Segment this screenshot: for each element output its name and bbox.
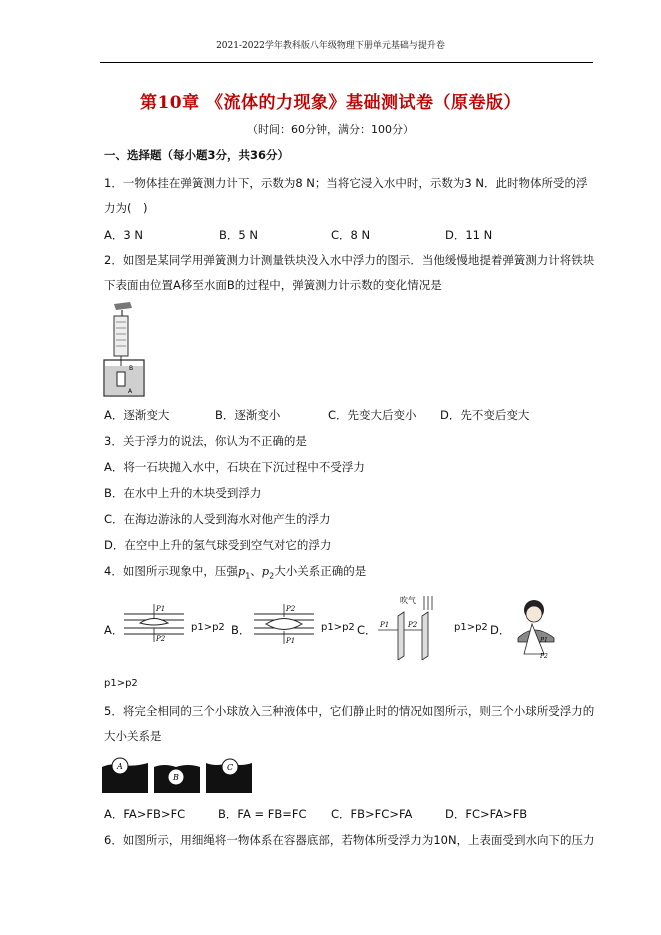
- section-heading: 一、选择题（每小题3分，共36分）: [104, 148, 290, 162]
- q2-option-a: A．逐渐变大: [104, 408, 170, 422]
- fig-d-p1: P1: [540, 637, 548, 644]
- p2-subscript: 2: [269, 571, 275, 581]
- question-4-line-1: [104, 563, 366, 584]
- fig-a-p2: P2: [156, 635, 166, 643]
- p1-subscript: 1: [245, 571, 251, 581]
- exam-info: （时间：60分钟，满分：100分）: [247, 123, 414, 136]
- q4-option-c-label: C．: [357, 623, 377, 637]
- q4-figure-c: [372, 594, 452, 660]
- page-title: 第10章 《流体的力现象》基础测试卷（原卷版）: [139, 93, 522, 113]
- q5-option-a: A．FA>FB>FC: [104, 807, 186, 821]
- q4-option-d-relation: p1>p2: [104, 678, 138, 689]
- ball-b-label: B: [173, 773, 179, 782]
- fig-c-blow-label: 吹气: [400, 596, 416, 605]
- q3-option-c: C．在海边游泳的人受到海水对他产生的浮力: [104, 512, 331, 526]
- three-liquids-figure: [100, 755, 254, 795]
- q4-option-b-label: B．: [231, 623, 251, 637]
- p1-symbol: p: [237, 564, 246, 578]
- ball-c-label: C: [227, 763, 234, 772]
- question-1-line-2: 力为( ): [104, 201, 148, 215]
- q4-option-c-relation: p1>p2: [454, 622, 488, 633]
- q2-option-b: B．逐渐变小: [215, 408, 281, 422]
- fig-d-p2: P2: [540, 653, 548, 660]
- p2-symbol: p: [261, 564, 270, 578]
- question-3-line-1: 3．关于浮力的说法，你认为不正确的是: [104, 434, 307, 448]
- q1-option-c: C．8 N: [331, 228, 371, 242]
- q4-option-a-label: A．: [104, 623, 124, 637]
- q1-option-a: A．3 N: [104, 228, 143, 242]
- fig-b-p1: P1: [286, 637, 296, 645]
- q5-option-d: D．FC>FA>FB: [445, 807, 528, 821]
- q3-option-b: B．在水中上升的木块受到浮力: [104, 486, 262, 500]
- question-1-line-1: 1．一物体挂在弹簧测力计下，示数为8 N；当将它浸入水中时，示数为3 N．此时物体所受的浮: [104, 176, 588, 190]
- fig-b-p2: P2: [286, 605, 296, 613]
- q4-separator: 、: [250, 564, 262, 578]
- q4-text-b: 大小关系正确的是: [274, 564, 367, 578]
- question-5-line-2: 大小关系是: [104, 729, 162, 743]
- question-2-line-1: 2．如图是某同学用弹簧测力计测量铁块没入水中浮力的图示．当他缓慢地提着弹簧测力计将铁块: [104, 253, 595, 267]
- ball-a-label: A: [117, 762, 123, 771]
- q5-option-c: C．FB>FC>FA: [331, 807, 413, 821]
- q4-option-a-relation: p1>p2: [191, 622, 225, 633]
- q4-figure-b: [252, 601, 318, 647]
- q2-option-d: D．先不变后变大: [440, 408, 530, 422]
- q4-option-b-relation: p1>p2: [321, 622, 355, 633]
- running-header: 2021-2022学年教科版八年级物理下册单元基础与提升卷: [216, 41, 445, 51]
- question-6-line-1: 6．如图所示，用细绳将一物体系在容器底部，若物体所受浮力为10N，上表面受到水向下的压力: [104, 833, 595, 847]
- q3-option-d: D．在空中上升的氢气球受到空气对它的浮力: [104, 538, 332, 552]
- q5-option-b: B．FA = FB=FC: [218, 807, 307, 821]
- question-2-line-2: 下表面由位置A移至水面B的过程中，弹簧测力计示数的变化情况是: [104, 278, 442, 292]
- fig-c-p2: P2: [408, 621, 418, 629]
- fig-label-a: A: [128, 388, 133, 395]
- q4-option-d-label: D．: [490, 623, 511, 637]
- q4-figure-d: [510, 596, 566, 662]
- fig-label-b: B: [129, 365, 134, 372]
- q1-option-d: D．11 N: [445, 228, 493, 242]
- q3-option-a: A．将一石块抛入水中，石块在下沉过程中不受浮力: [104, 460, 365, 474]
- fig-a-p1: P1: [156, 605, 166, 613]
- fig-c-p1: P1: [380, 621, 390, 629]
- spring-scale-figure: [100, 300, 152, 398]
- q4-text-a: 4．如图所示现象中，压强: [104, 564, 238, 578]
- q4-figure-a: [122, 601, 188, 647]
- header-rule: [100, 62, 593, 63]
- question-5-line-1: 5．将完全相同的三个小球放入三种液体中，它们静止时的情况如图所示，则三个小球所受浮力的: [104, 704, 595, 718]
- q1-option-b: B．5 N: [219, 228, 258, 242]
- q2-option-c: C．先变大后变小: [328, 408, 417, 422]
